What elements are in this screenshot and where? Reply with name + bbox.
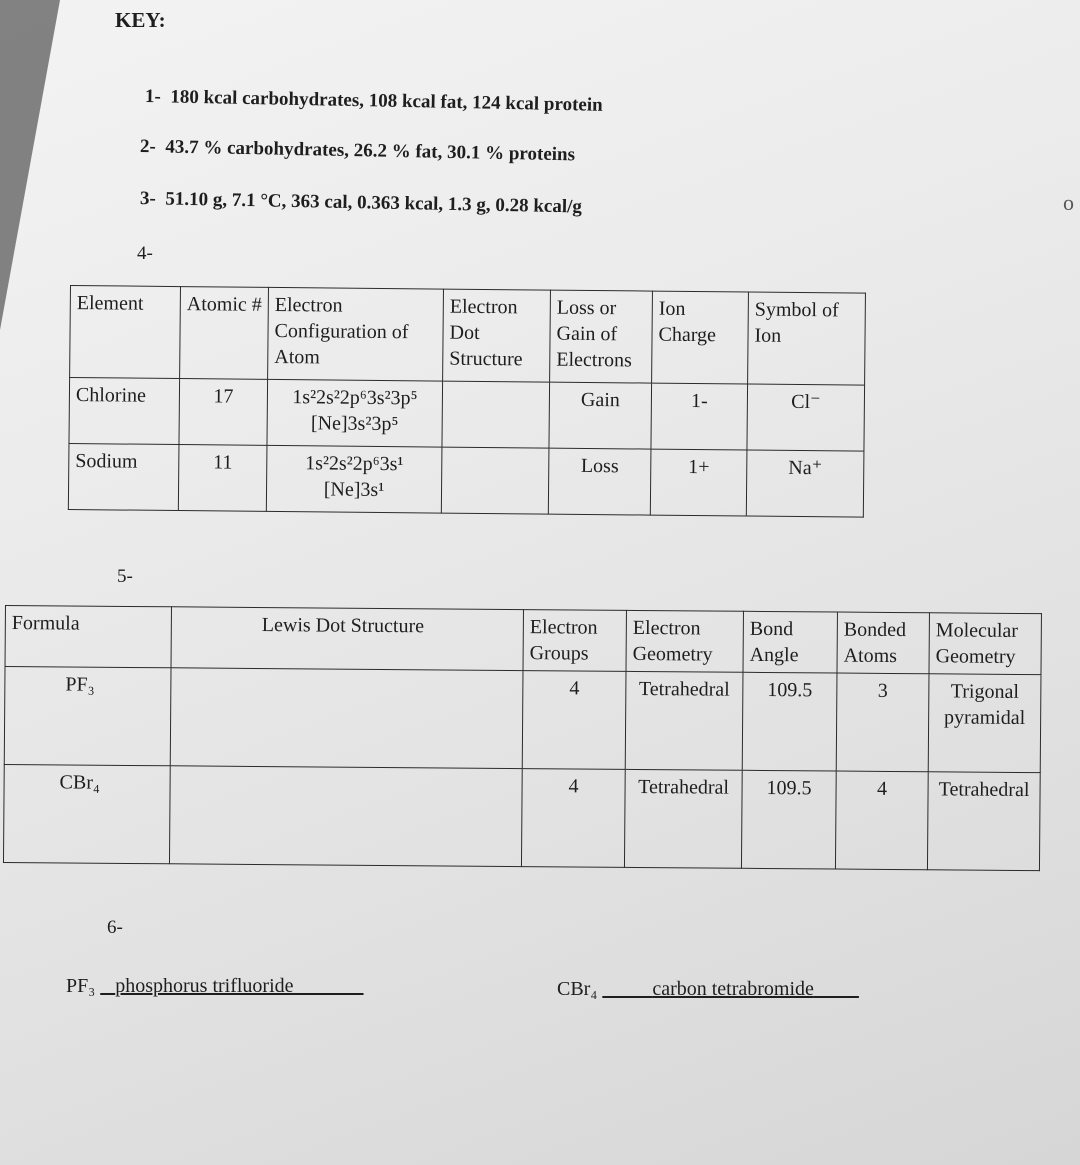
answer-text: 43.7 % carbohydrates, 26.2 % fat, 30.1 % proteins bbox=[165, 136, 576, 166]
stray-pen-mark: o bbox=[1063, 190, 1074, 215]
answer-text: 180 kcal carbohydrates, 108 kcal fat, 124 kcal protein bbox=[170, 86, 603, 116]
formula: PF₃ bbox=[66, 975, 96, 997]
cell-electron-geometry: Tetrahedral bbox=[624, 769, 742, 868]
cell-symbol-of-ion: Na⁺ bbox=[746, 450, 864, 517]
cell-loss-or-gain: Loss bbox=[548, 448, 651, 515]
cell-bond-angle: 109.5 bbox=[741, 770, 836, 869]
cell-ion-charge: 1- bbox=[651, 383, 748, 450]
answer-number: 2- bbox=[139, 136, 157, 158]
answer-number: 3- bbox=[139, 188, 157, 210]
header-element: Element bbox=[70, 286, 181, 379]
header-molecular-geometry: Molecular Geometry bbox=[929, 613, 1041, 675]
cell-lewis-dot-structure bbox=[169, 766, 522, 867]
answer-number: 1- bbox=[144, 86, 162, 108]
table-row bbox=[3, 764, 1040, 870]
header-bonded-atoms: Bonded Atoms bbox=[837, 612, 929, 674]
cell-ion-charge: 1+ bbox=[650, 449, 747, 516]
cell-molecular-geometry: Trigonal pyramidal bbox=[928, 674, 1041, 773]
cell-electron-groups: 4 bbox=[521, 769, 625, 868]
formula: CBr₄ bbox=[557, 978, 598, 1000]
header-electron-dot-structure: Electron Dot Structure bbox=[443, 289, 551, 382]
cell-bonded-atoms: 3 bbox=[836, 673, 929, 772]
cell-molecular-geometry: Tetrahedral bbox=[927, 772, 1040, 871]
cell-lewis-dot-structure bbox=[170, 668, 523, 769]
cell-electron-dot-structure bbox=[442, 381, 550, 448]
name-answer-2 bbox=[557, 978, 859, 1001]
cell-electron-configuration bbox=[266, 445, 442, 513]
header-symbol-of-ion: Symbol of Ion bbox=[748, 292, 866, 385]
table-header-row bbox=[70, 286, 866, 386]
answer-1 bbox=[145, 86, 603, 117]
header-ion-charge: Ion Charge bbox=[652, 291, 749, 384]
answer-2 bbox=[140, 136, 575, 166]
cell-atomic-number: 11 bbox=[178, 445, 267, 512]
cell-formula: CBr₄ bbox=[3, 764, 170, 863]
table-row bbox=[69, 378, 865, 452]
config-short: [Ne]3s¹ bbox=[323, 478, 385, 502]
cell-element: Chlorine bbox=[69, 378, 180, 445]
ion-table bbox=[68, 285, 866, 518]
table-row bbox=[68, 443, 864, 517]
header-electron-configuration: Electron Configuration of Atom bbox=[268, 287, 444, 381]
cell-atomic-number: 17 bbox=[179, 379, 268, 446]
question-4-label: 4- bbox=[137, 243, 153, 264]
compound-name: carbon tetrabromide bbox=[652, 978, 814, 1000]
question-6-label: 6- bbox=[107, 917, 123, 938]
compound-name: phosphorus trifluoride bbox=[115, 975, 294, 997]
answer-text: 51.10 g, 7.1 °C, 363 cal, 0.363 kcal, 1.3 g, 0.28 kcal/g bbox=[165, 188, 583, 218]
cell-bonded-atoms: 4 bbox=[835, 771, 928, 870]
cell-bond-angle: 109.5 bbox=[742, 672, 837, 771]
cell-electron-configuration bbox=[267, 379, 443, 447]
cell-electron-groups: 4 bbox=[522, 671, 626, 770]
name-answer-1 bbox=[66, 975, 364, 998]
header-formula: Formula bbox=[5, 606, 171, 668]
config-full: 1s²2s²2p⁶3s²3p⁵ bbox=[292, 386, 418, 410]
molecular-geometry-table bbox=[3, 605, 1042, 871]
table-header-row bbox=[5, 606, 1041, 675]
key-title: KEY: bbox=[115, 8, 166, 32]
cell-loss-or-gain: Gain bbox=[549, 382, 652, 449]
cell-electron-geometry: Tetrahedral bbox=[625, 671, 743, 770]
cell-electron-dot-structure bbox=[441, 447, 549, 514]
cell-formula: PF₃ bbox=[4, 667, 171, 766]
cell-element: Sodium bbox=[68, 443, 179, 510]
answer-3 bbox=[140, 188, 582, 218]
header-bond-angle: Bond Angle bbox=[743, 611, 837, 673]
config-full: 1s²2s²2p⁶3s¹ bbox=[305, 452, 404, 476]
page-shadow bbox=[0, 0, 60, 330]
question-5-label: 5- bbox=[117, 566, 133, 587]
config-short: [Ne]3s²3p⁵ bbox=[310, 412, 399, 436]
header-loss-or-gain: Loss or Gain of Electrons bbox=[550, 290, 653, 383]
header-lewis-dot-structure: Lewis Dot Structure bbox=[171, 607, 523, 671]
header-electron-geometry: Electron Geometry bbox=[626, 610, 743, 672]
table-row bbox=[4, 667, 1041, 773]
header-electron-groups: Electron Groups bbox=[523, 610, 626, 672]
header-atomic-number: Atomic # bbox=[180, 287, 269, 380]
cell-symbol-of-ion: Cl⁻ bbox=[747, 384, 865, 451]
